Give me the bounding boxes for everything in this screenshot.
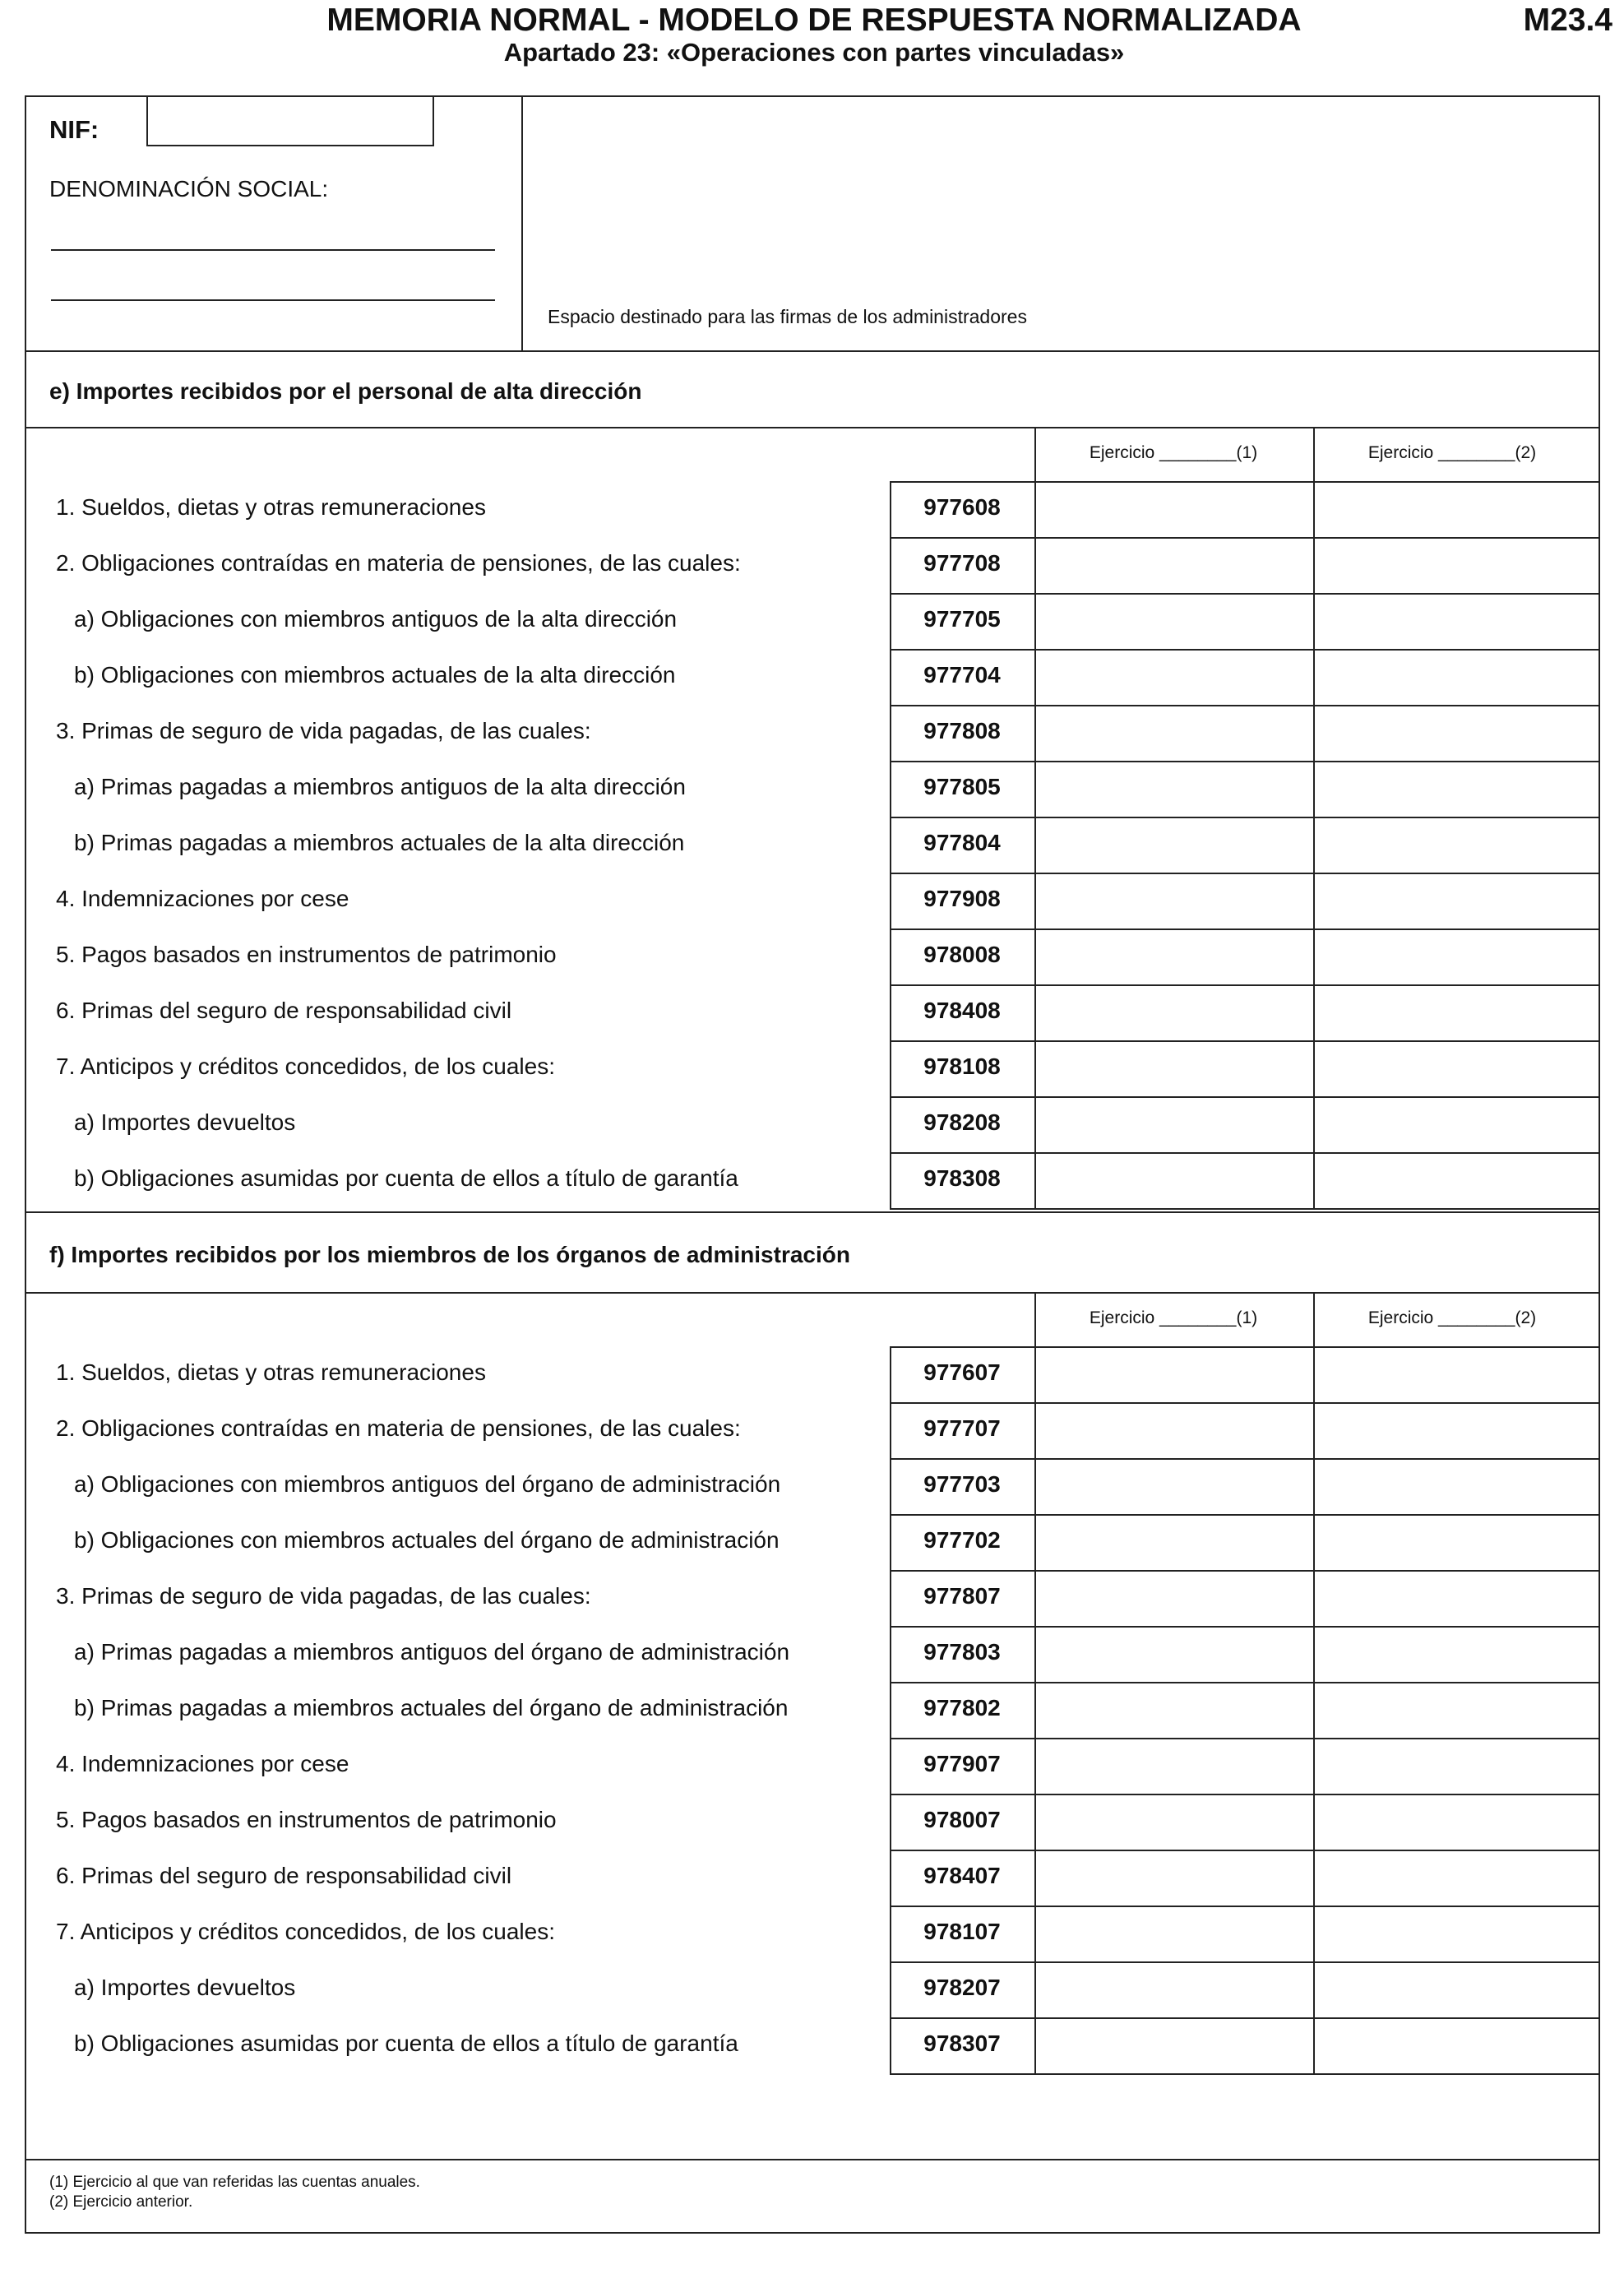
section_e-row-code: 978108: [923, 1054, 1001, 1079]
section_e-value-cell-1[interactable]: [1036, 539, 1313, 593]
section_e-row-code: 978408: [923, 998, 1001, 1023]
section_f-value-cell-2[interactable]: [1315, 1348, 1592, 1402]
section_e-row-label: 2. Obligaciones contraídas en materia de pensiones, de las cuales:: [56, 550, 741, 576]
section_f-row-label: 2. Obligaciones contraídas en materia de pensiones, de las cuales:: [56, 1415, 741, 1441]
section_f-row-label: b) Obligaciones asumidas por cuenta de ellos a título de garantía: [74, 2031, 738, 2056]
section_f-value-cell-2[interactable]: [1315, 1516, 1592, 1570]
section_e-row-label: 3. Primas de seguro de vida pagadas, de las cuales:: [56, 718, 591, 743]
section_f-row-code: 977703: [923, 1471, 1001, 1497]
section_e-value-cell-2[interactable]: [1315, 1042, 1592, 1096]
section_f-value-cell-2[interactable]: [1315, 2019, 1592, 2073]
nif-label: NIF:: [49, 115, 99, 144]
section_f-value-cell-1[interactable]: [1036, 1572, 1313, 1626]
section-e-end-line: [25, 1211, 1600, 1213]
section_f-value-cell-2[interactable]: [1315, 1683, 1592, 1738]
section_e-row-label: b) Obligaciones asumidas por cuenta de ellos a título de garantía: [74, 1165, 738, 1191]
section_f-row-label: 6. Primas del seguro de responsabilidad civil: [56, 1863, 512, 1888]
section_f-value-cell-2[interactable]: [1315, 1963, 1592, 2017]
section_f-row-code: 977807: [923, 1583, 1001, 1609]
section_e-row-code: 977805: [923, 774, 1001, 799]
section_f-value-cell-1[interactable]: [1036, 1963, 1313, 2017]
section_e-value-cell-1[interactable]: [1036, 818, 1313, 873]
section_e-row-label: 1. Sueldos, dietas y otras remuneraciones: [56, 494, 486, 520]
form-title: MEMORIA NORMAL - MODELO DE RESPUESTA NORMALIZADA: [326, 2, 1302, 38]
section_e-value-cell-1[interactable]: [1036, 1042, 1313, 1096]
section_f-row-label: b) Primas pagadas a miembros actuales del órgano de administración: [74, 1695, 789, 1720]
section_f-row-label: 7. Anticipos y créditos concedidos, de los cuales:: [56, 1919, 556, 1944]
section_e-value-cell-2[interactable]: [1315, 930, 1592, 984]
section_f-value-cell-2[interactable]: [1315, 1404, 1592, 1458]
section_e-value-cell-1[interactable]: [1036, 986, 1313, 1040]
footnote-2: (2) Ejercicio anterior.: [49, 2193, 193, 2211]
section_e-value-cell-2[interactable]: [1315, 483, 1592, 537]
section_f-row-label: 5. Pagos basados en instrumentos de patrimonio: [56, 1807, 557, 1832]
id-divider: [521, 95, 523, 352]
section_e-row-label: 6. Primas del seguro de responsabilidad civil: [56, 998, 512, 1023]
section_f-value-cell-1[interactable]: [1036, 1851, 1313, 1906]
section_e-value-cell-2[interactable]: [1315, 874, 1592, 928]
section_e-value-cell-2[interactable]: [1315, 1154, 1592, 1208]
section_e-col1-header: Ejercicio ________(1): [1089, 443, 1258, 462]
form-subtitle: Apartado 23: «Operaciones con partes vinculadas»: [503, 38, 1125, 67]
section_f-row-label: b) Obligaciones con miembros actuales del órgano de administración: [74, 1527, 780, 1553]
section_f-value-cell-1[interactable]: [1036, 1683, 1313, 1738]
section_f-row-label: 1. Sueldos, dietas y otras remuneraciones: [56, 1359, 486, 1385]
section_e-value-cell-1[interactable]: [1036, 651, 1313, 705]
section_f-value-cell-1[interactable]: [1036, 1628, 1313, 1682]
section_f-row-code: 977907: [923, 1751, 1001, 1776]
section_f-value-cell-1[interactable]: [1036, 1404, 1313, 1458]
notes-line: [25, 2159, 1600, 2160]
section_e-value-cell-2[interactable]: [1315, 539, 1592, 593]
section_e-value-cell-2[interactable]: [1315, 706, 1592, 761]
section_e-col2-header: Ejercicio ________(2): [1367, 443, 1537, 462]
section_e-row-line: [890, 1208, 1600, 1210]
section_e-row-code: 978008: [923, 942, 1001, 967]
section_f-row-code: 978407: [923, 1863, 1001, 1888]
section_f-value-cell-2[interactable]: [1315, 1460, 1592, 1514]
section_f-value-cell-1[interactable]: [1036, 1460, 1313, 1514]
section_e-value-cell-1[interactable]: [1036, 930, 1313, 984]
section_e-value-cell-2[interactable]: [1315, 762, 1592, 817]
section_e-value-cell-1[interactable]: [1036, 706, 1313, 761]
section_f-value-cell-1[interactable]: [1036, 2019, 1313, 2073]
section_f-value-cell-2[interactable]: [1315, 1628, 1592, 1682]
section_f-row-label: a) Primas pagadas a miembros antiguos del órgano de administración: [74, 1639, 790, 1665]
section_e-value-cell-2[interactable]: [1315, 595, 1592, 649]
section_f-row-code: 977707: [923, 1415, 1001, 1441]
section-f-title: f) Importes recibidos por los miembros de los órganos de administración: [49, 1242, 850, 1267]
denominacion-line-2[interactable]: [51, 299, 495, 301]
section_e-value-cell-1[interactable]: [1036, 1154, 1313, 1208]
section_e-row-label: 7. Anticipos y créditos concedidos, de los cuales:: [56, 1054, 556, 1079]
section_e-value-cell-2[interactable]: [1315, 986, 1592, 1040]
section_f-value-cell-2[interactable]: [1315, 1739, 1592, 1794]
section_e-row-label: b) Primas pagadas a miembros actuales de la alta dirección: [74, 830, 685, 855]
section_e-row-code: 977708: [923, 550, 1001, 576]
section_f-row-label: 4. Indemnizaciones por cese: [56, 1751, 349, 1776]
section_f-row-code: 978107: [923, 1919, 1001, 1944]
section_e-row-code: 977705: [923, 606, 1001, 632]
section_e-value-cell-2[interactable]: [1315, 818, 1592, 873]
section_e-row-label: 5. Pagos basados en instrumentos de patrimonio: [56, 942, 557, 967]
section_e-row-label: a) Obligaciones con miembros antiguos de la alta dirección: [74, 606, 678, 632]
form-code: M23.4: [1523, 2, 1612, 38]
section_e-value-cell-1[interactable]: [1036, 874, 1313, 928]
section_e-value-cell-1[interactable]: [1036, 762, 1313, 817]
section_e-row-label: a) Primas pagadas a miembros antiguos de la alta dirección: [74, 774, 686, 799]
section_f-col1-header: Ejercicio ________(1): [1089, 1308, 1258, 1327]
section_f-value-cell-1[interactable]: [1036, 1795, 1313, 1850]
section_e-value-cell-1[interactable]: [1036, 595, 1313, 649]
section_f-row-code: 977802: [923, 1695, 1001, 1720]
section_e-row-label: a) Importes devueltos: [74, 1109, 296, 1135]
denominacion-line-1[interactable]: [51, 249, 495, 251]
section_e-row-code: 977704: [923, 662, 1001, 688]
section_f-row-label: a) Obligaciones con miembros antiguos del órgano de administración: [74, 1471, 781, 1497]
section_f-row-code: 978007: [923, 1807, 1001, 1832]
section_e-value-cell-2[interactable]: [1315, 651, 1592, 705]
section_f-value-cell-1[interactable]: [1036, 1348, 1313, 1402]
section_e-row-code: 977804: [923, 830, 1001, 855]
section_f-value-cell-2[interactable]: [1315, 1572, 1592, 1626]
section_f-value-cell-1[interactable]: [1036, 1516, 1313, 1570]
footnote-1: (1) Ejercicio al que van referidas las cuentas anuales.: [49, 2174, 420, 2191]
signature-area-label: Espacio destinado para las firmas de los administradores: [548, 306, 1027, 327]
section_f-row-line: [890, 2073, 1600, 2075]
section_f-row-code: 977803: [923, 1639, 1001, 1665]
section_f-row-code: 978207: [923, 1975, 1001, 2000]
section_f-row-label: a) Importes devueltos: [74, 1975, 296, 2000]
section_e-row-code: 978208: [923, 1109, 1001, 1135]
section_e-value-cell-2[interactable]: [1315, 1098, 1592, 1152]
section_e-row-label: b) Obligaciones con miembros actuales de la alta dirección: [74, 662, 676, 688]
section_e-row-code: 977908: [923, 886, 1001, 911]
section_e-row-label: 4. Indemnizaciones por cese: [56, 886, 349, 911]
section_f-row-code: 977607: [923, 1359, 1001, 1385]
section_f-value-cell-1[interactable]: [1036, 1739, 1313, 1794]
section_f-value-cell-2[interactable]: [1315, 1851, 1592, 1906]
nif-field[interactable]: [146, 95, 434, 146]
section_e-row-code: 978308: [923, 1165, 1001, 1191]
section-e-title: e) Importes recibidos por el personal de alta dirección: [49, 378, 642, 404]
id-bottom-line: [25, 350, 1600, 352]
section_f-row-label: 3. Primas de seguro de vida pagadas, de las cuales:: [56, 1583, 591, 1609]
section_f-value-cell-2[interactable]: [1315, 1907, 1592, 1961]
section_e-row-code: 977808: [923, 718, 1001, 743]
section_f-row-code: 977702: [923, 1527, 1001, 1553]
denominacion-label: DENOMINACIÓN SOCIAL:: [49, 176, 329, 201]
section_f-row-code: 978307: [923, 2031, 1001, 2056]
section_e-value-cell-1[interactable]: [1036, 1098, 1313, 1152]
section_f-col2-header: Ejercicio ________(2): [1367, 1308, 1537, 1327]
section_f-value-cell-1[interactable]: [1036, 1907, 1313, 1961]
section_e-value-cell-1[interactable]: [1036, 483, 1313, 537]
section_e-row-code: 977608: [923, 494, 1001, 520]
section_f-value-cell-2[interactable]: [1315, 1795, 1592, 1850]
